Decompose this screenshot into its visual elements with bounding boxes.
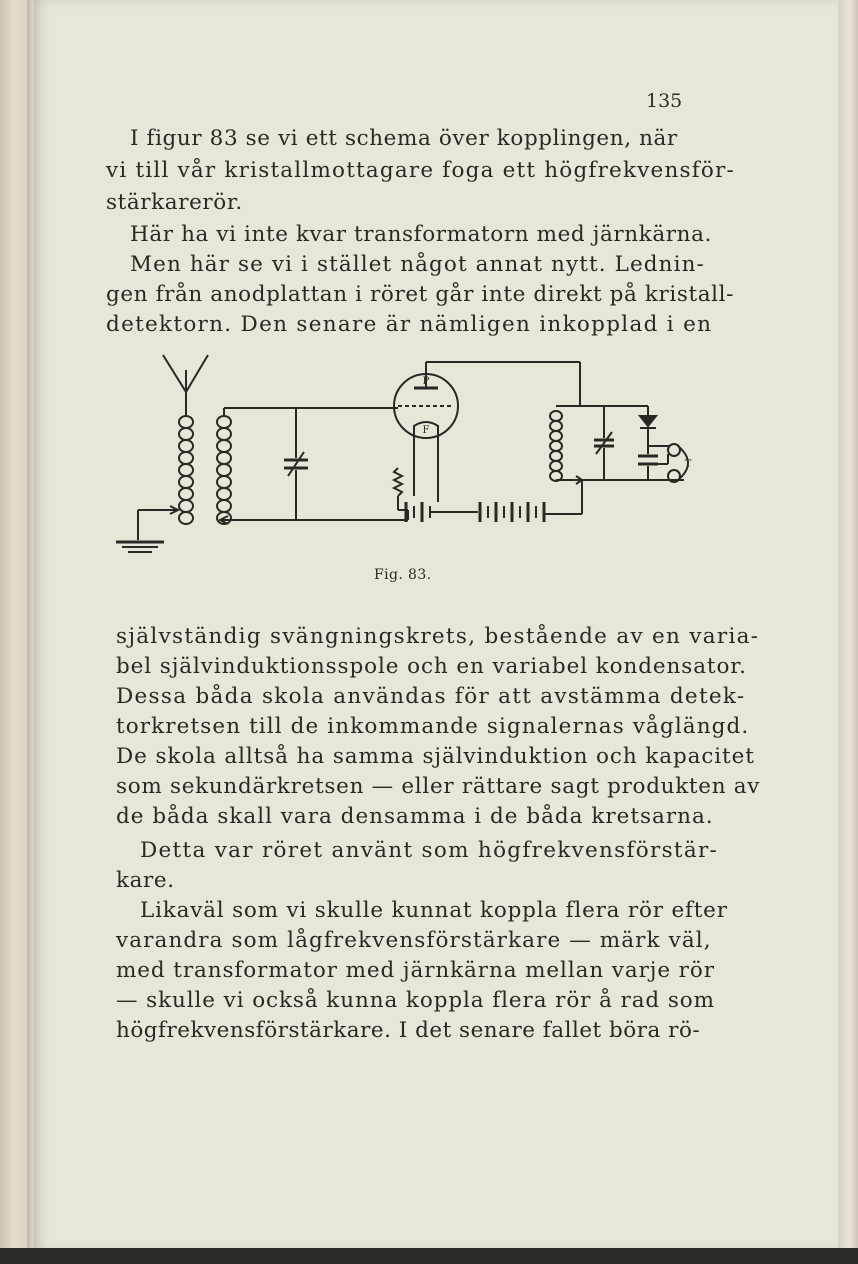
text-line: stärkarerör. xyxy=(106,190,243,215)
ground-symbol xyxy=(116,510,164,552)
text-line: varandra som lågfrekvensförstärkare — märk väl, xyxy=(116,928,712,953)
text-line: De skola alltså ha samma självinduktion och kapacitet xyxy=(116,744,755,769)
filament-circuit xyxy=(394,436,438,520)
text-line: som sekundärkretsen — eller rättare sagt produkten av xyxy=(116,774,761,799)
telephones-symbol xyxy=(658,444,688,482)
text-line: I figur 83 se vi ett schema över kopplingen, när xyxy=(130,126,678,151)
page-number: 135 xyxy=(646,90,683,112)
text-line: högfrekvensförstärkare. I det senare fallet böra rö- xyxy=(116,1018,701,1043)
background-surface xyxy=(0,1248,858,1264)
blocking-capacitor xyxy=(638,456,658,480)
telephones-label: T xyxy=(684,459,692,470)
text-line: torkretsen till de inkommande signalernas våglängd. xyxy=(116,714,750,739)
primary-coil xyxy=(138,412,193,524)
text-line: Detta var röret använt som högfrekvensförstär- xyxy=(140,838,719,863)
text-line: med transformator med järnkärna mellan varje rör xyxy=(116,958,715,983)
text-line: gen från anodplattan i röret går inte direkt på kristall- xyxy=(106,282,734,307)
text-line: Men här se vi i stället något annat nytt. Lednin- xyxy=(130,252,705,277)
detector-coil xyxy=(550,362,684,484)
filament-battery xyxy=(406,502,478,522)
text-line: — skulle vi också kunna koppla flera rör å rad som xyxy=(116,988,715,1013)
tube-plate-label: P xyxy=(422,376,430,387)
text-line: Likaväl som vi skulle kunnat koppla flera rör efter xyxy=(140,898,728,923)
antenna-symbol xyxy=(163,355,208,412)
variable-capacitor xyxy=(284,408,308,520)
text-line: vi till vår kristallmottagare foga ett högfrekvensför- xyxy=(106,158,735,183)
figure-caption: Fig. 83. xyxy=(374,567,432,583)
secondary-coil xyxy=(217,408,408,524)
text-line: detektorn. Den senare är nämligen inkopplad i en xyxy=(106,312,713,337)
text-line: Här ha vi inte kvar transformatorn med järnkärna. xyxy=(130,222,712,247)
text-line: de båda skall vara densamma i de båda kretsarna. xyxy=(116,804,714,829)
crystal-detector xyxy=(640,406,670,454)
detector-capacitor xyxy=(594,406,614,480)
anode-battery xyxy=(480,480,582,522)
text-line: Dessa båda skola användas för att avstämma detek- xyxy=(116,684,746,709)
right-page-edges xyxy=(838,0,858,1250)
tube-filament-label: F xyxy=(422,425,430,436)
text-line: bel självinduktionsspole och en variabel kondensator. xyxy=(116,654,747,679)
text-line: kare. xyxy=(116,868,175,893)
text-line: självständig svängningskrets, bestående av en varia- xyxy=(116,624,760,649)
circuit-diagram xyxy=(108,350,708,560)
